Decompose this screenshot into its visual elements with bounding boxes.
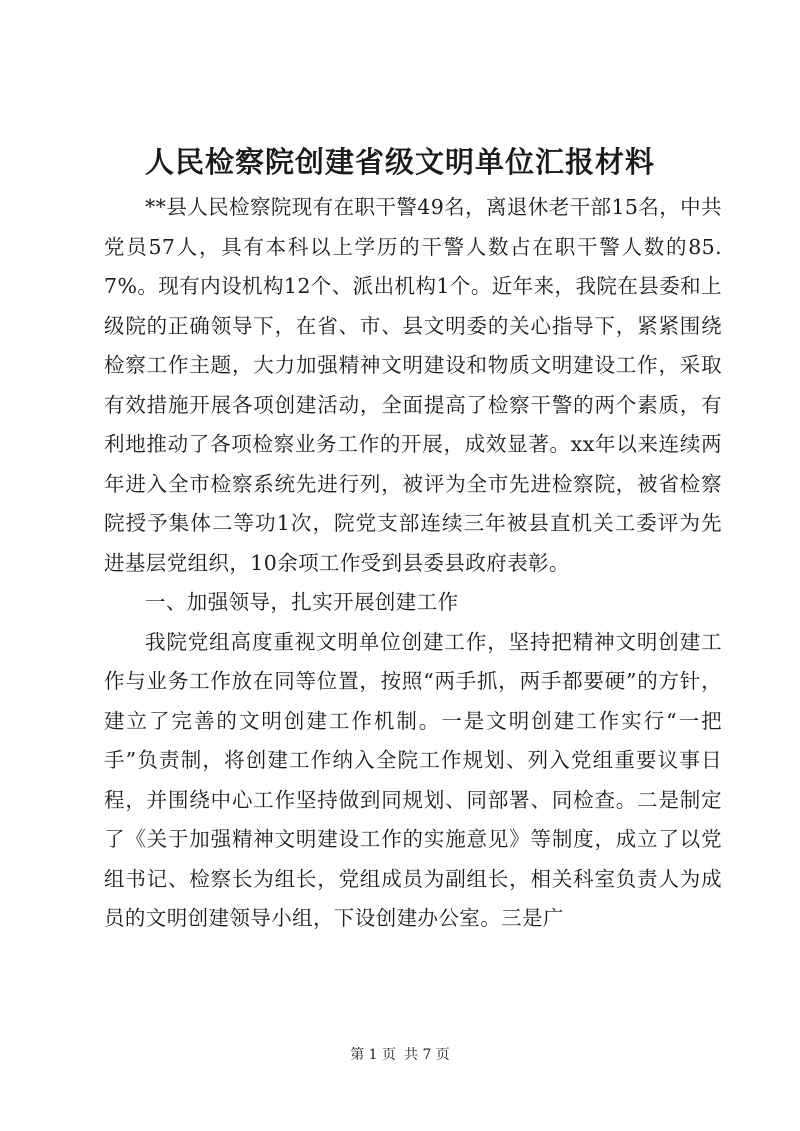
section-heading: 一、加强领导，扎实开展创建工作 xyxy=(145,590,459,614)
page-number: 第 1 页 xyxy=(350,1047,396,1063)
page-footer xyxy=(0,1045,800,1065)
document-title: 人民检察院创建省级文明单位汇报材料 xyxy=(144,145,655,179)
intro-paragraph: **县人民检察院现有在职干警49名，离退休老干部15名，中共党员57人，具有本科以上学历的干警人数占在职干警人数的85.7%。现有内设机构12个、派出机构1个。近年来，我院在县委和上级院的正确领导下，在省、市、县文明委的关心指导下，紧紧围绕检察工作主题，大力加强精神文明建设和物质文明建设工作，采取有效措施开展各项创建活动，全面提高了检察干警的两个素质，有利地推动了各项检察业务工作的开展，成效显著。xx年以来连续两年进入全市检察系统先进行列，被评为全市先进检察院，被省检察院授予集体二等功1次，院党支部连续三年被县直机关工委评为先进基层党组织，10余项工作受到县委县政府表彰。 xyxy=(104,195,722,575)
section-paragraph: 我院党组高度重视文明单位创建工作，坚持把精神文明创建工作与业务工作放在同等位置，按照“两手抓，两手都要硬”的方针，建立了完善的文明创建工作机制。一是文明创建工作实行“一把手”负责制，将创建工作纳入全院工作规划、列入党组重要议事日程，并围绕中心工作坚持做到同规划、同部署、同检查。二是制定了《关于加强精神文明建设工作的实施意见》等制度，成立了以党组书记、检察长为组长，党组成员为副组长，相关科室负责人为成员的文明创建领导小组，下设创建办公室。三是广 xyxy=(104,629,722,930)
page-total: 共 7 页 xyxy=(404,1047,450,1063)
document-body xyxy=(104,188,722,939)
